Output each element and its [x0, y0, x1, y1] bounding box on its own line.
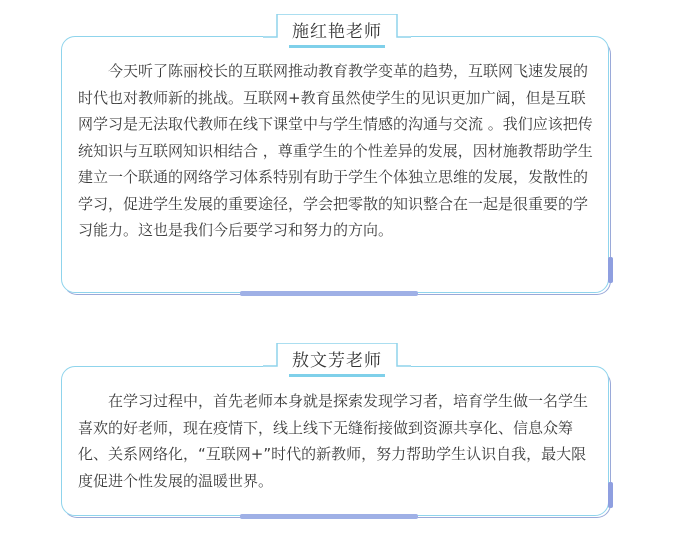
- card-title: 敖文芳老师: [292, 351, 382, 371]
- card-body-text: 今天听了陈丽校长的互联网推动教育教学变革的趋势，互联网飞速发展的时代也对教师新的挑战。互联网+教育虽然使学生的见识更加广阔，但是互联网学习是无法取代教师在线下课堂中与学生情感的沟通与交流 。我们应该把传统知识与互联网知识相结合 ，尊重学生的个性差异的发展，因材施教帮助学生建立一个联通的网络学习体系特别有助于学生个体独立思维的发展，发散性的学习，促进学生发展的重要途径，学会把零散的知识整合在一起是很重要的学习能力。这也是我们今后要学习和努力的方向。: [78, 62, 593, 239]
- card-bottom-accent: [240, 291, 418, 296]
- card-bottom-accent: [240, 514, 418, 519]
- title-underline: [289, 45, 385, 48]
- card-side-accent: [608, 257, 613, 283]
- card-title-tab: [263, 14, 411, 48]
- card-side-accent: [608, 482, 613, 508]
- card-body-text: 在学习过程中，首先老师本身就是探索发现学习者，培育学生做一名学生喜欢的好老师，现在疫情下，线上线下无缝衔接做到资源共享化、信息众筹化、关系网络化，“互联网+”时代的新教师，努力帮助学生认识自我，最大限度促进个性发展的温暖世界。: [78, 392, 589, 490]
- card-title: 施红艳老师: [292, 22, 382, 42]
- title-underline: [289, 374, 385, 377]
- card-title-tab: [263, 343, 411, 377]
